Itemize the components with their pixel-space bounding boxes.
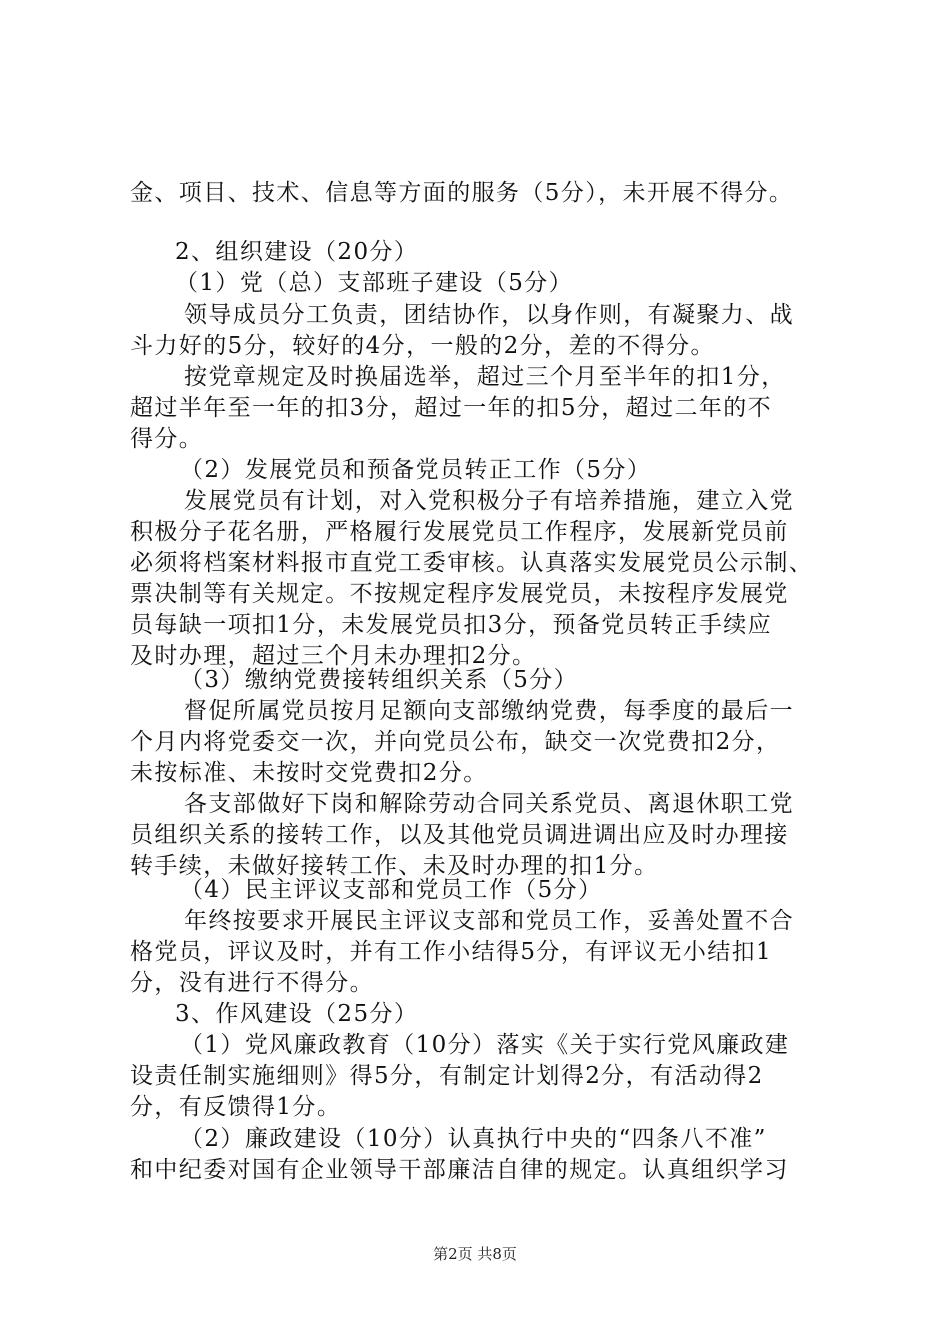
text-line: 格党员，评议及时，并有工作小结得5分，有评议无小结扣1 (130, 939, 773, 965)
text-line: 及时办理，超过三个月未办理扣2分。 (130, 643, 537, 669)
text-line: 按党章规定及时换届选举，超过三个月至半年的扣1分， (184, 364, 786, 390)
text-line: 设责任制实施细则》得5分，有制定计划得2分，有活动得2 (130, 1063, 764, 1089)
text-line: 员每缺一项扣1分，未发展党员扣3分，预备党员转正手续应 (130, 612, 773, 638)
text-line: 员组织关系的接转工作，以及其他党员调进调出应及时办理接 (130, 822, 789, 848)
text-line: 票决制等有关规定。不按规定程序发展党员，未按程序发展党 (130, 581, 789, 607)
section-heading: 2、组织建设（20分） (175, 239, 419, 265)
text-line: 领导成员分工负责，团结协作，以身作则，有凝聚力、战 (184, 302, 794, 328)
text-line: 必须将档案材料报市直党工委审核。认真落实发展党员公示制、 (130, 550, 814, 576)
text-line: 得分。 (130, 426, 204, 452)
subsection-heading: （2）发展党员和预备党员转正工作（5分） (180, 457, 652, 483)
text-line: 各支部做好下岗和解除劳动合同关系党员、离退休职工党 (184, 791, 794, 817)
text-line: 未按标准、未按时交党费扣2分。 (130, 760, 488, 786)
subsection-heading: （3）缴纳党费接转组织关系（5分） (180, 667, 579, 693)
text-line: 积极分子花名册，严格履行发展党员工作程序，发展新党员前 (130, 519, 789, 545)
text-line: 和中纪委对国有企业领导干部廉洁自律的规定。认真组织学习 (130, 1157, 789, 1183)
subsection-heading: （4）民主评议支部和党员工作（5分） (180, 877, 603, 903)
page-number-footer: 第2页 共8页 (433, 1245, 517, 1263)
text-line: （1）党风廉政教育（10分）落实《关于实行党风廉政建 (180, 1032, 790, 1058)
subsection-heading: （1）党（总）支部班子建设（5分） (175, 270, 574, 296)
text-line: 分，有反馈得1分。 (130, 1094, 342, 1120)
text-line: 年终按要求开展民主评议支部和党员工作，妥善处置不合 (184, 908, 794, 934)
text-line: 超过半年至一年的扣3分，超过一年的扣5分，超过二年的不 (130, 395, 773, 421)
text-line: 斗力好的5分，较好的4分，一般的2分，差的不得分。 (130, 333, 715, 359)
text-line: 转手续，未做好接转工作、未及时办理的扣1分。 (130, 853, 659, 879)
text-line: （2）廉政建设（10分）认真执行中央的“四条八不准” (180, 1126, 767, 1152)
text-line: 督促所属党员按月足额向支部缴纳党费，每季度的最后一 (184, 698, 794, 724)
section-heading: 3、作风建设（25分） (175, 1001, 419, 1027)
text-line: 分，没有进行不得分。 (130, 970, 374, 996)
text-line: 发展党员有计划，对入党积极分子有培养措施，建立入党 (184, 488, 794, 514)
text-line: 金、项目、技术、信息等方面的服务（5分），未开展不得分。 (130, 180, 794, 206)
text-line: 个月内将党委交一次，并向党员公布，缺交一次党费扣2分， (130, 729, 781, 755)
